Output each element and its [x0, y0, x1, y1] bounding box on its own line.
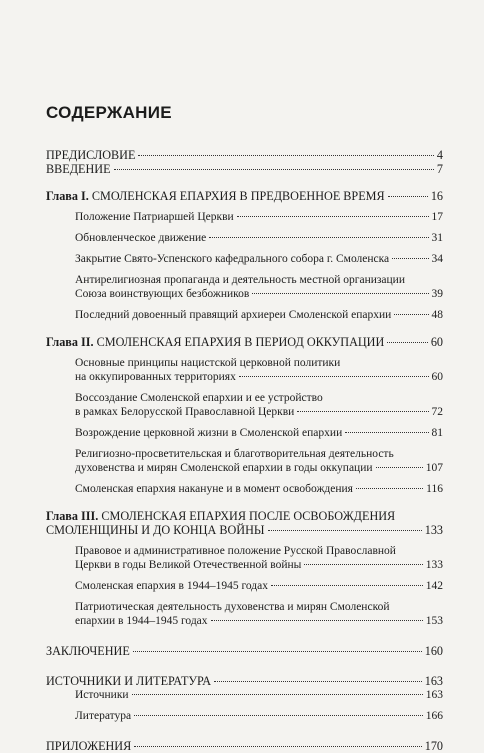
toc-subentry[interactable]: [46, 579, 443, 593]
entry-title: Союза воинствующих безбожников: [75, 288, 250, 300]
toc-subentry[interactable]: [46, 482, 443, 496]
toc-chapter-1[interactable]: [46, 189, 443, 203]
entry-title: ВВЕДЕНИЕ: [46, 162, 111, 176]
entry-title-line1: Правовое и административное положение Русской Православной: [75, 545, 396, 557]
entry-title: ЗАКЛЮЧЕНИЕ: [46, 644, 130, 658]
toc-subentry[interactable]: [46, 600, 443, 628]
toc-entry-appendix[interactable]: [46, 739, 443, 753]
dot-leader: [138, 155, 433, 156]
dot-leader: [239, 376, 429, 377]
toc-subentry[interactable]: [46, 426, 443, 440]
entry-title: Положение Патриаршей Церкви: [75, 211, 234, 223]
entry-page: 16: [430, 189, 443, 203]
entry-page: 17: [431, 211, 443, 223]
toc-subentry[interactable]: [46, 544, 443, 572]
chapter-title: СМОЛЕНЩИНЫ И ДО КОНЦА ВОЙНЫ: [46, 523, 265, 537]
toc-subentry[interactable]: [46, 447, 443, 475]
dot-leader: [209, 237, 428, 238]
dot-leader: [237, 216, 429, 217]
entry-title: Обновленческое движение: [75, 232, 207, 244]
dot-leader: [376, 467, 423, 468]
entry-title-line1: Воссоздание Смоленской епархии и ее устройство: [75, 392, 323, 404]
dot-leader: [268, 530, 422, 531]
toc-entry-sources[interactable]: [46, 674, 443, 688]
dot-leader: [252, 293, 428, 294]
entry-page: 60: [430, 335, 443, 349]
dot-leader: [388, 196, 428, 197]
chapter-label: Глава III.: [46, 509, 99, 523]
entry-page: 163: [424, 674, 443, 688]
dot-leader: [134, 715, 423, 716]
chapter-title: СМОЛЕНСКАЯ ЕПАРХИЯ В ПЕРИОД ОККУПАЦИИ: [96, 335, 385, 349]
entry-title: ИСТОЧНИКИ И ЛИТЕРАТУРА: [46, 674, 212, 688]
entry-page: 133: [424, 523, 443, 537]
chapter-label: Глава II.: [46, 335, 94, 349]
dot-leader: [211, 620, 423, 621]
dot-leader: [297, 411, 428, 412]
chapter-title-line1: СМОЛЕНСКАЯ ЕПАРХИЯ ПОСЛЕ ОСВОБОЖДЕНИЯ: [101, 509, 396, 523]
dot-leader: [271, 585, 423, 586]
entry-page: 170: [424, 739, 443, 753]
chapter-title: СМОЛЕНСКАЯ ЕПАРХИЯ В ПРЕДВОЕННОЕ ВРЕМЯ: [91, 189, 385, 203]
entry-title: Источники: [75, 689, 129, 701]
entry-title-line1: Патриотическая деятельность духовенства и мирян Смоленской: [75, 601, 390, 613]
entry-title: Смоленская епархия накануне и в момент освобождения: [75, 483, 353, 495]
chapter-label: Глава I.: [46, 189, 89, 203]
entry-page: 153: [425, 615, 443, 627]
dot-leader: [214, 681, 422, 682]
entry-page: 142: [425, 580, 443, 592]
dot-leader: [392, 258, 428, 259]
entry-page: 34: [431, 253, 443, 265]
toc-subentry[interactable]: [46, 709, 443, 723]
dot-leader: [345, 432, 428, 433]
toc-entry-conclusion[interactable]: [46, 644, 443, 658]
toc-subentry[interactable]: [46, 688, 443, 702]
entry-page: 133: [425, 559, 443, 571]
dot-leader: [132, 694, 423, 695]
entry-page: 160: [424, 644, 443, 658]
dot-leader: [114, 169, 434, 170]
toc-subentry[interactable]: [46, 252, 443, 266]
entry-title-line1: Основные принципы нацистской церковной политики: [75, 357, 341, 369]
entry-title: духовенства и мирян Смоленской епархии в годы оккупации: [75, 462, 373, 474]
entry-page: 72: [431, 406, 443, 418]
entry-title: Литература: [75, 710, 132, 722]
entry-page: 7: [436, 162, 443, 176]
dot-leader: [387, 342, 428, 343]
entry-title: Последний довоенный правящий архиереи Смоленской епархии: [75, 309, 392, 321]
toc-subentry[interactable]: [46, 356, 443, 384]
toc-entry-intro[interactable]: [46, 162, 443, 176]
entry-title: Смоленская епархия в 1944–1945 годах: [75, 580, 268, 592]
entry-title: епархии в 1944–1945 годах: [75, 615, 208, 627]
entry-title: Церкви в годы Великой Отечественной войны: [75, 559, 302, 571]
entry-title: Возрождение церковной жизни в Смоленской епархии: [75, 427, 343, 439]
toc-subentry[interactable]: [46, 273, 443, 301]
entry-title-line1: Религиозно-просветительская и благотворительная деятельность: [75, 448, 394, 460]
toc-subentry[interactable]: [46, 391, 443, 419]
entry-title-line1: Антирелигиозная пропаганда и деятельность местной организации: [75, 274, 405, 286]
entry-title: ПРЕДИСЛОВИЕ: [46, 148, 136, 162]
toc-subentry[interactable]: [46, 231, 443, 245]
toc-chapter-2[interactable]: [46, 335, 443, 349]
entry-page: 107: [425, 462, 443, 474]
toc-entry-preface[interactable]: [46, 148, 443, 162]
entry-page: 31: [431, 232, 443, 244]
entry-page: 39: [431, 288, 443, 300]
page-title: СОДЕРЖАНИЕ: [46, 103, 172, 122]
entry-page: 166: [425, 710, 443, 722]
entry-page: 48: [431, 309, 443, 321]
entry-page: 116: [426, 483, 443, 495]
entry-title: ПРИЛОЖЕНИЯ: [46, 739, 132, 753]
entry-title: Закрытие Свято-Успенского кафедрального собора г. Смоленска: [75, 253, 390, 265]
toc-chapter-3[interactable]: [46, 509, 443, 537]
entry-page: 60: [431, 371, 443, 383]
dot-leader: [133, 651, 422, 652]
entry-title: в рамках Белорусской Православной Церкви: [75, 406, 295, 418]
entry-title: на оккупированных территориях: [75, 371, 236, 383]
toc-subentry[interactable]: [46, 210, 443, 224]
dot-leader: [356, 488, 423, 489]
dot-leader: [394, 314, 428, 315]
entry-page: 163: [425, 689, 443, 701]
table-of-contents: [46, 148, 443, 753]
entry-page: 81: [431, 427, 443, 439]
entry-page: 4: [436, 148, 443, 162]
toc-subentry[interactable]: [46, 308, 443, 322]
dot-leader: [304, 564, 422, 565]
dot-leader: [134, 746, 421, 747]
